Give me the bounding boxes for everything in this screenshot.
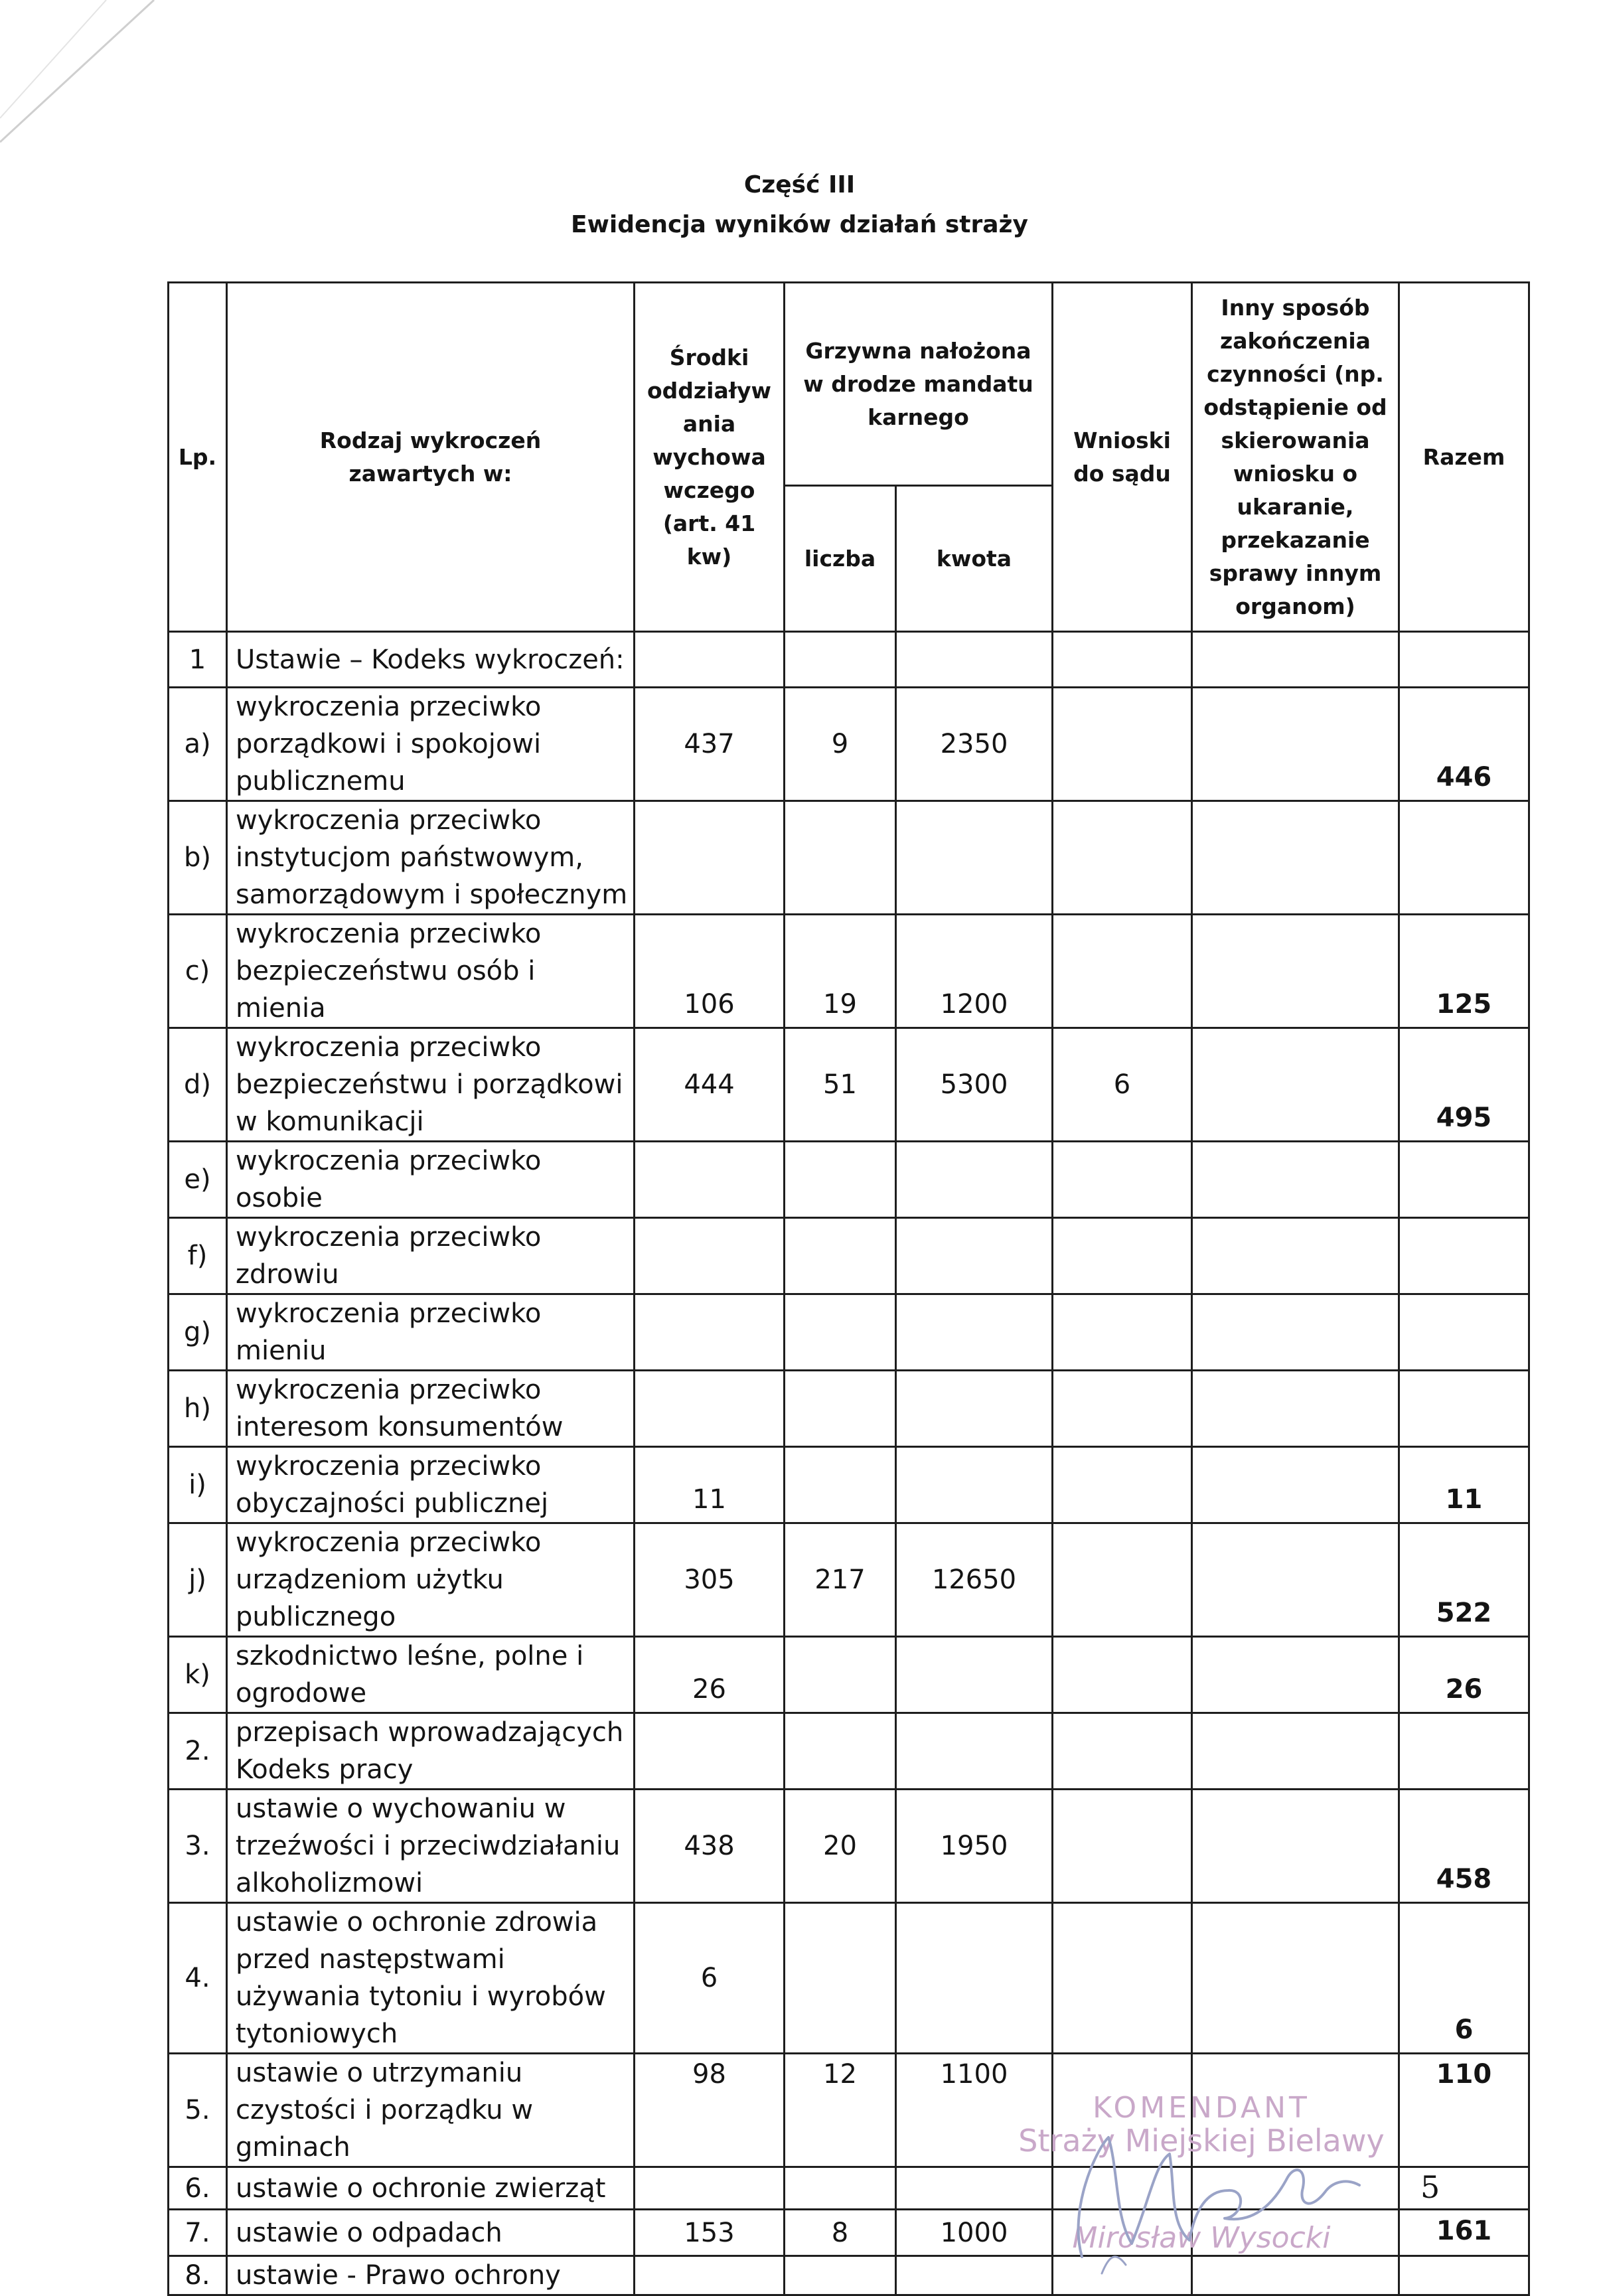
page-number: 5 xyxy=(1420,2169,1440,2205)
table-row xyxy=(169,1713,1529,1790)
row-educational-measures xyxy=(635,1218,785,1294)
row-fine-amount xyxy=(896,1218,1053,1294)
table-row xyxy=(169,1371,1529,1447)
row-other-outcome xyxy=(1192,1790,1399,1903)
row-lp: h) xyxy=(169,1371,227,1447)
row-lp: 5. xyxy=(169,2054,227,2167)
table-row xyxy=(169,1790,1529,1903)
row-offence-type: ustawie o ochronie zwierząt xyxy=(227,2167,635,2210)
row-total: 6 xyxy=(1399,1903,1529,2054)
row-court-motions xyxy=(1053,688,1192,801)
row-other-outcome xyxy=(1192,1371,1399,1447)
header-educational-measures: Środki oddziaływ ania wychowa wczego (art. 41 kw) xyxy=(635,283,785,632)
row-total: 458 xyxy=(1399,1790,1529,1903)
table-row xyxy=(169,1218,1529,1294)
row-offence-type: wykroczenia przeciwko porządkowi i spokojowi publicznemu xyxy=(227,688,635,801)
row-fine-amount xyxy=(896,1713,1053,1790)
row-total: 446 xyxy=(1399,688,1529,801)
row-fine-count xyxy=(785,801,896,915)
row-total: 11 xyxy=(1399,1447,1529,1523)
row-educational-measures xyxy=(635,2167,785,2210)
row-total xyxy=(1399,801,1529,915)
row-other-outcome xyxy=(1192,1294,1399,1371)
row-offence-type: przepisach wprowadzających Kodeks pracy xyxy=(227,1713,635,1790)
row-fine-count xyxy=(785,1142,896,1218)
row-other-outcome xyxy=(1192,1447,1399,1523)
row-educational-measures: 437 xyxy=(635,688,785,801)
row-fine-amount: 1950 xyxy=(896,1790,1053,1903)
official-stamp xyxy=(996,2091,1407,2277)
header-fine-count: liczba xyxy=(785,486,896,632)
row-court-motions xyxy=(1053,1294,1192,1371)
row-total xyxy=(1399,1142,1529,1218)
row-total xyxy=(1399,632,1529,688)
row-total: 26 xyxy=(1399,1637,1529,1713)
row-lp: i) xyxy=(169,1447,227,1523)
row-fine-amount xyxy=(896,1294,1053,1371)
row-lp: b) xyxy=(169,801,227,915)
row-lp: 6. xyxy=(169,2167,227,2210)
row-court-motions xyxy=(1053,1447,1192,1523)
row-offence-type: wykroczenia przeciwko instytucjom państwowym, samorządowym i społecznym xyxy=(227,801,635,915)
row-offence-type: ustawie o wychowaniu w trzeźwości i przeciwdziałaniu alkoholizmowi xyxy=(227,1790,635,1903)
row-fine-amount xyxy=(896,1142,1053,1218)
row-total: 495 xyxy=(1399,1028,1529,1142)
header-total: Razem xyxy=(1399,283,1529,632)
row-offence-type: ustawie - Prawo ochrony xyxy=(227,2256,635,2295)
stamp-name: Mirosław Wysocki xyxy=(1072,2221,1331,2255)
row-other-outcome xyxy=(1192,632,1399,688)
row-lp: 8. xyxy=(169,2256,227,2295)
row-fine-count: 217 xyxy=(785,1523,896,1637)
table-body xyxy=(169,632,1529,2295)
row-lp: 2. xyxy=(169,1713,227,1790)
row-fine-amount: 5300 xyxy=(896,1028,1053,1142)
header-lp: Lp. xyxy=(169,283,227,632)
row-educational-measures xyxy=(635,1371,785,1447)
row-educational-measures: 438 xyxy=(635,1790,785,1903)
row-offence-type: ustawie o utrzymaniu czystości i porządku w gminach xyxy=(227,2054,635,2167)
row-fine-amount xyxy=(896,1371,1053,1447)
row-offence-type: wykroczenia przeciwko zdrowiu xyxy=(227,1218,635,1294)
row-total: 161 xyxy=(1399,2210,1529,2256)
row-fine-amount xyxy=(896,1637,1053,1713)
row-total: 125 xyxy=(1399,915,1529,1028)
table-row xyxy=(169,1637,1529,1713)
row-total xyxy=(1399,2167,1529,2210)
row-court-motions xyxy=(1053,1142,1192,1218)
row-court-motions xyxy=(1053,1371,1192,1447)
row-other-outcome xyxy=(1192,801,1399,915)
row-total xyxy=(1399,1713,1529,1790)
row-lp: 3. xyxy=(169,1790,227,1903)
handwritten-signature xyxy=(996,2091,1407,2277)
row-total: 110 xyxy=(1399,2054,1529,2167)
row-educational-measures xyxy=(635,801,785,915)
row-educational-measures xyxy=(635,1142,785,1218)
row-other-outcome xyxy=(1192,1713,1399,1790)
row-lp: d) xyxy=(169,1028,227,1142)
row-fine-amount xyxy=(896,801,1053,915)
row-other-outcome xyxy=(1192,1142,1399,1218)
row-fine-count xyxy=(785,2256,896,2295)
row-lp: 4. xyxy=(169,1903,227,2054)
row-other-outcome xyxy=(1192,915,1399,1028)
section-heading: Część III xyxy=(743,171,856,198)
row-educational-measures: 153 xyxy=(635,2210,785,2256)
row-fine-amount xyxy=(896,1447,1053,1523)
row-fine-count xyxy=(785,1294,896,1371)
row-lp: 1 xyxy=(169,632,227,688)
row-fine-count xyxy=(785,1218,896,1294)
row-lp: 7. xyxy=(169,2210,227,2256)
row-educational-measures xyxy=(635,632,785,688)
row-lp: c) xyxy=(169,915,227,1028)
row-educational-measures: 444 xyxy=(635,1028,785,1142)
header-court-motions: Wnioski do sądu xyxy=(1053,283,1192,632)
row-other-outcome xyxy=(1192,1637,1399,1713)
row-total xyxy=(1399,1218,1529,1294)
row-lp: j) xyxy=(169,1523,227,1637)
stamp-unit: Straży Miejskiej Bielawy xyxy=(1018,2123,1385,2159)
row-total xyxy=(1399,1294,1529,1371)
table-row xyxy=(169,632,1529,688)
row-educational-measures: 6 xyxy=(635,1903,785,2054)
row-fine-amount xyxy=(896,1903,1053,2054)
row-court-motions xyxy=(1053,1637,1192,1713)
row-offence-type: Ustawie – Kodeks wykroczeń: xyxy=(227,632,635,688)
row-fine-count xyxy=(785,2167,896,2210)
table-row xyxy=(169,1142,1529,1218)
row-fine-count: 20 xyxy=(785,1790,896,1903)
row-court-motions xyxy=(1053,915,1192,1028)
row-offence-type: ustawie o ochronie zdrowia przed następstwami używania tytoniu i wyrobów tytoniowych xyxy=(227,1903,635,2054)
row-total xyxy=(1399,2256,1529,2295)
row-educational-measures: 305 xyxy=(635,1523,785,1637)
row-offence-type: wykroczenia przeciwko bezpieczeństwu i porządkowi w komunikacji xyxy=(227,1028,635,1142)
row-offence-type: wykroczenia przeciwko urządzeniom użytku publicznego xyxy=(227,1523,635,1637)
header-fine-amount: kwota xyxy=(896,486,1053,632)
row-educational-measures: 26 xyxy=(635,1637,785,1713)
row-fine-count xyxy=(785,1903,896,2054)
row-fine-amount: 2350 xyxy=(896,688,1053,801)
row-offence-type: wykroczenia przeciwko osobie xyxy=(227,1142,635,1218)
header-fine: Grzywna nałożona w drodze mandatu karnego xyxy=(785,283,1053,486)
row-educational-measures: 98 xyxy=(635,2054,785,2167)
row-fine-count xyxy=(785,1447,896,1523)
row-court-motions xyxy=(1053,1523,1192,1637)
table-row xyxy=(169,915,1529,1028)
row-lp: a) xyxy=(169,688,227,801)
row-other-outcome xyxy=(1192,1903,1399,2054)
row-fine-count: 9 xyxy=(785,688,896,801)
header-offence-type: Rodzaj wykroczeń zawartych w: xyxy=(227,283,635,632)
table-row xyxy=(169,801,1529,915)
row-offence-type: ustawie o odpadach xyxy=(227,2210,635,2256)
report-title: Ewidencja wyników działań straży xyxy=(571,211,1028,238)
row-other-outcome xyxy=(1192,1523,1399,1637)
table-row xyxy=(169,1903,1529,2054)
row-fine-count: 51 xyxy=(785,1028,896,1142)
row-other-outcome xyxy=(1192,1218,1399,1294)
row-total: 522 xyxy=(1399,1523,1529,1637)
row-total xyxy=(1399,1371,1529,1447)
row-court-motions xyxy=(1053,1713,1192,1790)
table-row xyxy=(169,1028,1529,1142)
row-educational-measures xyxy=(635,2256,785,2295)
row-fine-count xyxy=(785,1713,896,1790)
row-lp: k) xyxy=(169,1637,227,1713)
table-row xyxy=(169,688,1529,801)
table-row xyxy=(169,1294,1529,1371)
row-court-motions xyxy=(1053,632,1192,688)
stamp-title: KOMENDANT xyxy=(1093,2091,1310,2125)
row-lp: g) xyxy=(169,1294,227,1371)
row-fine-count: 19 xyxy=(785,915,896,1028)
row-offence-type: wykroczenia przeciwko interesom konsumentów xyxy=(227,1371,635,1447)
row-fine-count xyxy=(785,1637,896,1713)
row-other-outcome xyxy=(1192,688,1399,801)
row-offence-type: szkodnictwo leśne, polne i ogrodowe xyxy=(227,1637,635,1713)
row-fine-count xyxy=(785,1371,896,1447)
table-row xyxy=(169,1523,1529,1637)
row-court-motions xyxy=(1053,801,1192,915)
row-educational-measures xyxy=(635,1713,785,1790)
table-row xyxy=(169,1447,1529,1523)
row-offence-type: wykroczenia przeciwko bezpieczeństwu osób i mienia xyxy=(227,915,635,1028)
row-offence-type: wykroczenia przeciwko mieniu xyxy=(227,1294,635,1371)
row-court-motions xyxy=(1053,1218,1192,1294)
row-court-motions xyxy=(1053,1903,1192,2054)
row-offence-type: wykroczenia przeciwko obyczajności publicznej xyxy=(227,1447,635,1523)
row-lp: f) xyxy=(169,1218,227,1294)
row-fine-amount: 1100 xyxy=(896,2054,1053,2167)
results-table xyxy=(167,281,1530,2296)
row-educational-measures: 11 xyxy=(635,1447,785,1523)
row-fine-count: 8 xyxy=(785,2210,896,2256)
row-educational-measures: 106 xyxy=(635,915,785,1028)
header-other-outcome: Inny sposób zakończenia czynności (np. odstąpienie od skierowania wniosku o ukaranie, przekazanie sprawy innym organom) xyxy=(1192,283,1399,632)
row-fine-count: 12 xyxy=(785,2054,896,2167)
row-fine-amount: 1200 xyxy=(896,915,1053,1028)
row-court-motions: 6 xyxy=(1053,1028,1192,1142)
scan-corner-fold xyxy=(0,0,159,159)
row-lp: e) xyxy=(169,1142,227,1218)
row-court-motions xyxy=(1053,1790,1192,1903)
row-fine-amount xyxy=(896,632,1053,688)
row-fine-amount: 1000 xyxy=(896,2210,1053,2256)
row-fine-amount: 12650 xyxy=(896,1523,1053,1637)
row-fine-count xyxy=(785,632,896,688)
row-other-outcome xyxy=(1192,1028,1399,1142)
row-educational-measures xyxy=(635,1294,785,1371)
